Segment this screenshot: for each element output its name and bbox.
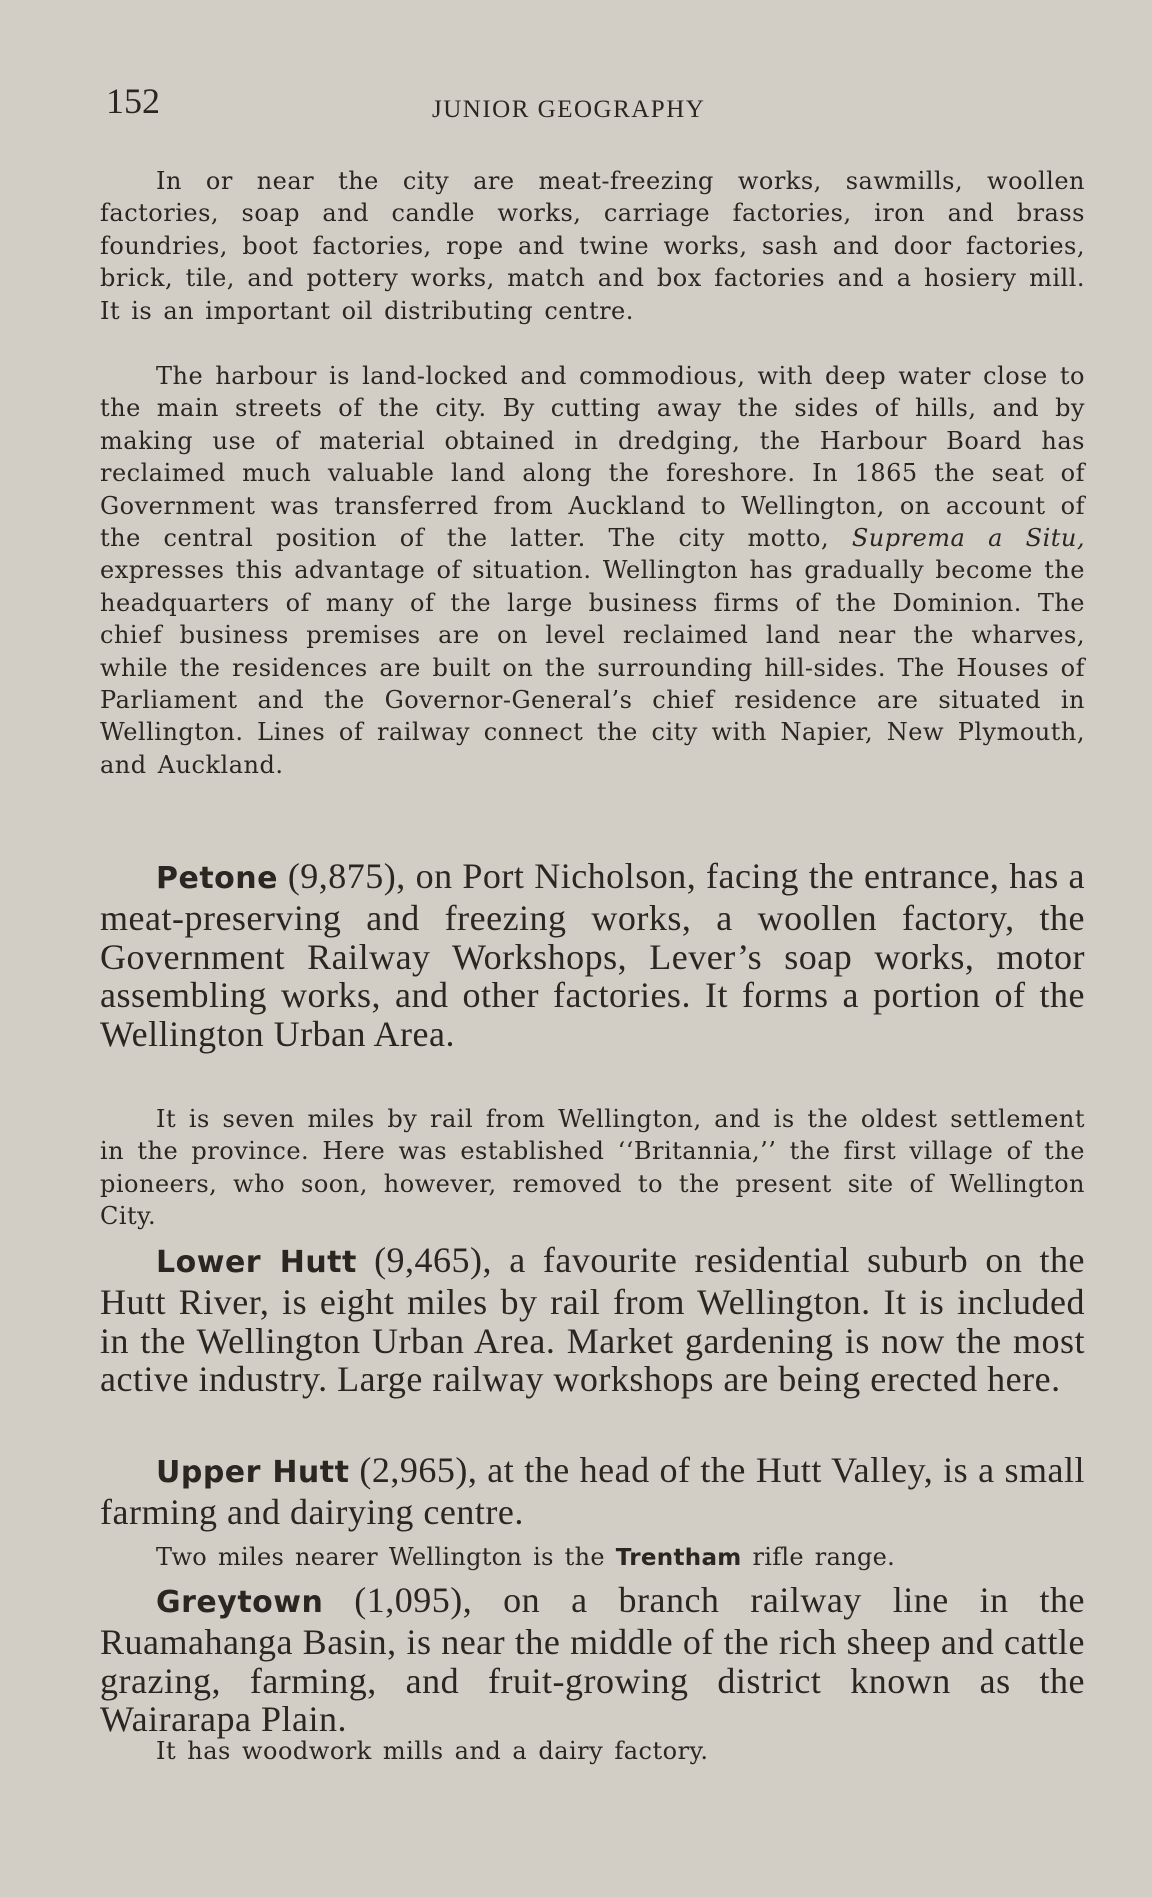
petone-text: (9,875), on Port Nicholson, facing the entrance, has a meat-preserving and freezing works, a woollen factory, the Government Railway Workshops, Lever’s soap works, motor assembling works, and other factories. It forms a portion of the Wellington Urban Area. — [100, 856, 1086, 1055]
town-name-upper-hutt: Upper Hutt — [156, 1455, 350, 1490]
upper-hutt-text: (2,965), at the head of the Hutt Valley, is a small farming and dairying centre. — [100, 1450, 1085, 1532]
paragraph-lower-hutt — [100, 1241, 1085, 1399]
paragraph-harbour — [100, 360, 1085, 781]
paragraph-industries: In or near the city are meat-freezing works, sawmills, woollen factories, soap and candle works, carriage factories, iron and brass foundries, boot factories, rope and twine works, sash and door factories, brick, tile, and pottery works, match and box factories and a hosiery mill. It is an important oil distributing centre. — [100, 167, 1085, 325]
paragraph-greytown-note: It has woodwork mills and a dairy factory. — [156, 1737, 709, 1765]
town-name-greytown: Greytown — [156, 1585, 324, 1620]
running-head: JUNIOR GEOGRAPHY — [432, 96, 706, 123]
paragraph-petone-note: It is seven miles by rail from Wellington, and is the oldest settlement in the province. Here was established ‘‘Britannia,’’ the first village of the pioneers, who soon, however, removed to the present site of Wellington City. — [100, 1105, 1085, 1231]
city-motto: Suprema a Situ, — [851, 524, 1085, 553]
harbour-text: The harbour is land-locked and commodious, with deep water close to the main streets of the city. By cutting away the sides of hills, and by making use of material obtained in dredging, the Harbour Board has reclaimed much valuable land along the foreshore. In 1865 the seat of Government was transferred from Auckland to Wellington, on account of the central position of the latter. The city motto, — [100, 362, 1085, 553]
paragraph-greytown — [100, 1581, 1085, 1739]
page-number: 152 — [106, 81, 160, 121]
paragraph-trentham — [100, 1541, 1085, 1574]
town-name-lower-hutt: Lower Hutt — [156, 1245, 357, 1280]
paragraph-petone — [100, 857, 1085, 1054]
greytown-text: (1,095), on a branch railway line in the Ruamahanga Basin, is near the middle of the rich sheep and cattle grazing, farming, and fruit-growing district known as the Wairarapa Plain. — [100, 1580, 1086, 1740]
town-name-petone: Petone — [156, 861, 278, 896]
trentham-name: Trentham — [615, 1545, 742, 1571]
trentham-text: Two miles nearer Wellington is the — [156, 1543, 605, 1571]
paragraph-upper-hutt — [100, 1451, 1085, 1532]
trentham-text-end: rifle range. — [752, 1543, 896, 1571]
harbour-text-continued: expresses this advantage of situation. Wellington has gradually become the headquarters of many of the large business firms of the Dominion. The chief business premises are on level reclaimed land near the wharves, while the residences are built on the surrounding hill-sides. The Houses of Parliament and the Governor-General’s chief residence are situated in Wellington. Lines of railway connect the city with Napier, New Plymouth, and Auckland. — [100, 556, 1085, 779]
lower-hutt-text: (9,465), a favourite residential suburb on the Hutt River, is eight miles by rail from Wellington. It is included in the Wellington Urban Area. Market gardening is now the most active industry. Large railway workshops are being erected here. — [100, 1240, 1085, 1400]
